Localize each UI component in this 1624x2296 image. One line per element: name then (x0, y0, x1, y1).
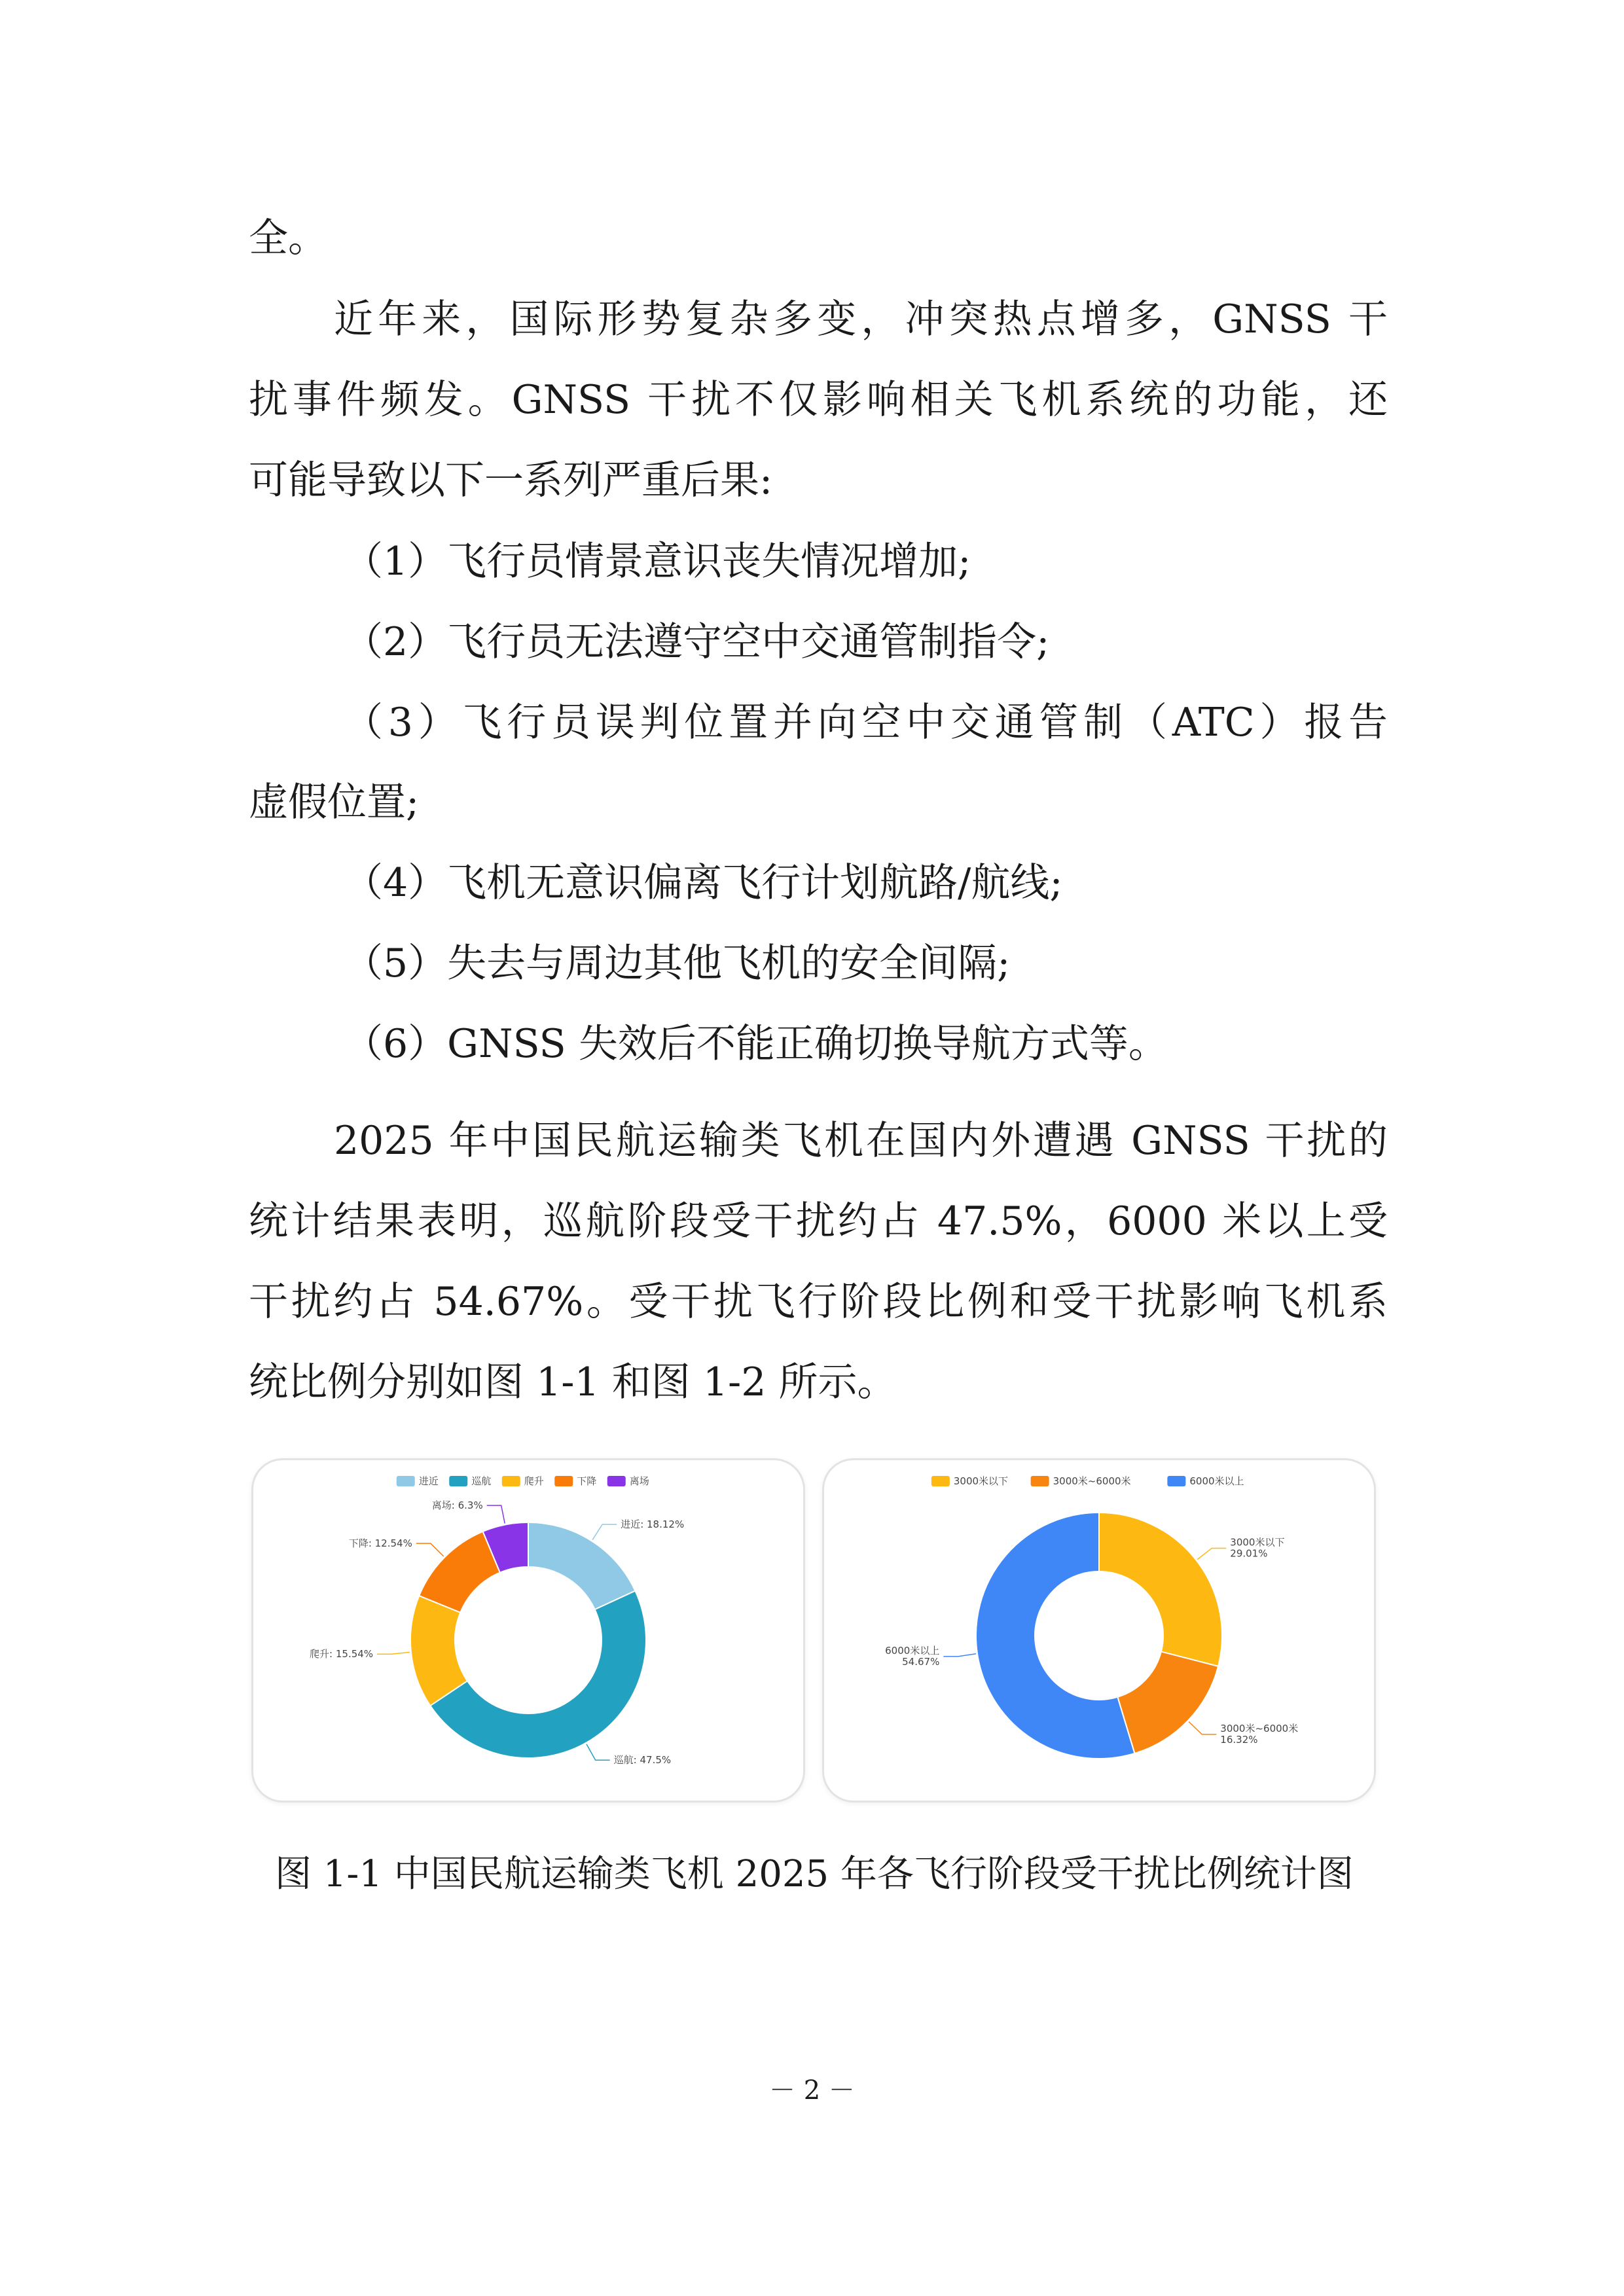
paragraph-line: 干扰约占 54.67%。受干扰飞行阶段比例和受干扰影响飞机系 (249, 1279, 1388, 1325)
legend-label: 爬升 (524, 1475, 544, 1487)
data-label: 29.01% (1230, 1547, 1268, 1560)
legend-label: 3000米~6000米 (1053, 1475, 1131, 1487)
legend-swatch (1167, 1476, 1185, 1486)
page-number: － 2 － (769, 2075, 855, 2106)
legend-swatch (1031, 1476, 1049, 1486)
list-item: （3）飞行员误判位置并向空中交通管制（ATC）报告 (344, 700, 1388, 745)
legend-swatch (502, 1476, 520, 1486)
legend-label: 巡航 (471, 1475, 492, 1487)
label-leader-line (1197, 1548, 1226, 1559)
data-label: 16.32% (1220, 1733, 1258, 1746)
legend-label: 下降 (577, 1475, 597, 1487)
legend-swatch (449, 1476, 467, 1486)
paragraph-line: 2025 年中国民航运输类飞机在国内外遭遇 GNSS 干扰的 (334, 1118, 1388, 1164)
label-leader-line (377, 1652, 410, 1654)
legend-label: 离场 (629, 1475, 649, 1487)
flight-phase-donut-svg (253, 1460, 803, 1801)
paragraph-line: 近年来，国际形势复杂多变，冲突热点增多，GNSS 干 (334, 296, 1388, 342)
data-label: 下降: 12.54% (348, 1537, 412, 1550)
paragraph-line: 统计结果表明，巡航阶段受干扰约占 47.5%，6000 米以上受 (249, 1198, 1388, 1244)
legend-label: 3000米以下 (953, 1475, 1009, 1487)
paragraph-line: 全。 (249, 215, 327, 261)
data-label: 3000米~6000米 (1220, 1722, 1299, 1734)
altitude-donut-svg (824, 1460, 1374, 1801)
legend-swatch (554, 1476, 573, 1486)
list-item: （5）失去与周边其他飞机的安全间隔; (344, 941, 1011, 986)
paragraph-line: 虚假位置; (249, 780, 420, 825)
data-label: 54.67% (902, 1655, 940, 1668)
list-item: （1）飞行员情景意识丧失情况增加; (344, 539, 971, 584)
legend-swatch (607, 1476, 626, 1486)
data-label: 6000米以上 (885, 1644, 940, 1657)
paragraph-line: 统比例分别如图 1-1 和图 1-2 所示。 (249, 1359, 897, 1405)
figure-caption: 图 1-1 中国民航运输类飞机 2025 年各飞行阶段受干扰比例统计图 (275, 1853, 1354, 1895)
data-label: 进近: 18.12% (621, 1518, 685, 1531)
paragraph-line: 扰事件频发。GNSS 干扰不仅影响相关飞机系统的功能，还 (249, 377, 1388, 423)
list-item: （2）飞行员无法遵守空中交通管制指令; (344, 619, 1050, 665)
label-leader-line (592, 1524, 617, 1540)
altitude-donut-chart (822, 1458, 1376, 1803)
list-item: （6）GNSS 失效后不能正确切换导航方式等。 (344, 1021, 1168, 1067)
label-leader-line (943, 1654, 976, 1657)
label-leader-line (586, 1744, 610, 1760)
donut-slice (1099, 1513, 1222, 1666)
legend-label: 6000米以上 (1189, 1475, 1244, 1487)
data-label: 爬升: 15.54% (310, 1648, 374, 1660)
paragraph-line: 可能导致以下一系列严重后果: (249, 457, 773, 503)
list-item: （4）飞机无意识偏离飞行计划航路/航线; (344, 860, 1063, 906)
legend-swatch (397, 1476, 415, 1486)
data-label: 巡航: 47.5% (613, 1754, 672, 1767)
donut-slice (528, 1522, 635, 1609)
legend-swatch (931, 1476, 950, 1486)
legend-label: 进近 (418, 1475, 439, 1487)
label-leader-line (416, 1543, 444, 1556)
data-label: 离场: 6.3% (431, 1499, 483, 1512)
label-leader-line (487, 1505, 505, 1523)
flight-phase-donut-chart (251, 1458, 805, 1803)
data-label: 3000米以下 (1230, 1536, 1285, 1549)
donut-slice (1117, 1651, 1218, 1753)
label-leader-line (1189, 1722, 1216, 1734)
